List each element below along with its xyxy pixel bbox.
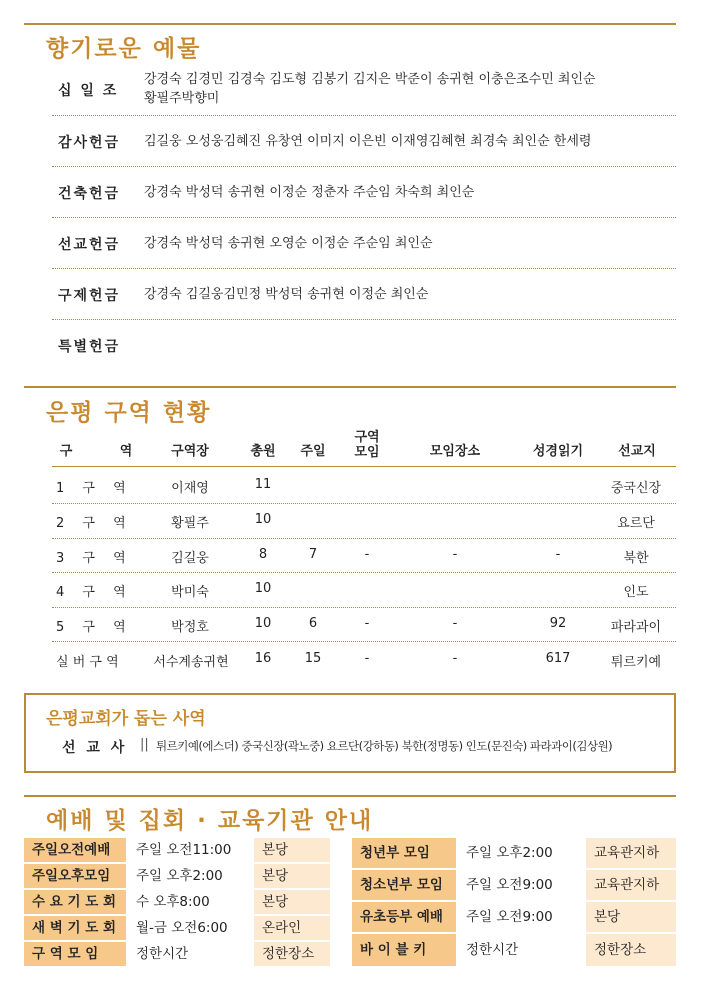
- offering-names: 강경숙 김길웅김민정 박성덕 송귀현 이정순 최인순: [144, 287, 429, 302]
- zone-place: -: [452, 616, 458, 631]
- zone-total: 10: [254, 616, 272, 631]
- offering-names: 김길웅 오성웅김혜진 유창연 이미지 이은빈 이재영김혜현 최경숙 최인순 한세령: [144, 134, 592, 149]
- offering-label: 감사헌금: [58, 135, 121, 151]
- schedule-name: 청년부 모임: [352, 838, 456, 868]
- header-divider: [52, 466, 676, 467]
- zone-missionary: 파라과이: [610, 620, 662, 635]
- schedule-place: 온라인: [254, 916, 330, 940]
- schedule-place: 본당: [254, 838, 330, 862]
- zone-name: 5 구 역: [56, 620, 126, 635]
- schedule-name: 주일오후모임: [24, 864, 126, 888]
- offering-label: 선교헌금: [58, 237, 121, 253]
- zone-total: 11: [254, 477, 272, 492]
- schedule-place: 정한장소: [254, 942, 330, 966]
- offerings-title: 향기로운 예물: [46, 36, 202, 62]
- header-missionary: 선교지: [618, 444, 656, 459]
- zone-total: 10: [254, 581, 272, 596]
- zone-sunday: 6: [308, 616, 318, 631]
- header-meeting-line: 모임: [354, 445, 380, 460]
- header-leader: 구역장: [171, 444, 209, 459]
- zone-leader: 김길웅: [171, 551, 209, 566]
- divider: [52, 538, 676, 539]
- offering-names: 강경숙 박성덕 송귀현 이정순 정춘자 주순임 차숙희 최인순: [144, 185, 475, 200]
- mission-title: 은평교회가 돕는 사역: [46, 709, 206, 729]
- zone-leader: 서수계송귀현: [153, 655, 229, 670]
- schedule-time: 정한시간: [458, 934, 584, 966]
- schedule-place: 교육관지하: [586, 838, 676, 868]
- divider: [52, 572, 676, 573]
- zone-meeting: -: [364, 616, 370, 631]
- header-place: 모임장소: [429, 444, 481, 459]
- zone-name: 4 구 역: [56, 585, 126, 600]
- zone-total: 8: [258, 547, 268, 562]
- zone-name: 2 구 역: [56, 516, 126, 531]
- zone-meeting: -: [364, 651, 370, 666]
- zones-rule: [24, 386, 676, 388]
- zone-name: 3 구 역: [56, 551, 126, 566]
- schedule-time: 주일 오전9:00: [458, 870, 584, 900]
- offering-label: 특별헌금: [58, 339, 121, 355]
- zone-leader: 황필주: [171, 516, 209, 531]
- zone-missionary: 북한: [623, 551, 649, 566]
- zone-leader: 박미숙: [171, 585, 209, 600]
- schedule-time: 수 오후8:00: [128, 890, 254, 914]
- schedule-rule: [24, 795, 676, 797]
- offering-label: 구제헌금: [58, 288, 121, 304]
- zone-total: 16: [254, 651, 272, 666]
- header-total: 총원: [250, 444, 276, 459]
- offering-names-line: 강경숙 김경민 김경숙 김도형 김봉기 김지은 박준이 송귀현 이충은조수민 최인순: [144, 72, 596, 87]
- schedule-name: 유초등부 예배: [352, 902, 456, 932]
- zone-missionary: 튀르키예: [610, 655, 662, 670]
- schedule-time: 주일 오후2:00: [128, 864, 254, 888]
- schedule-name: 수 요 기 도 회: [24, 890, 126, 914]
- zone-bible: 92: [549, 616, 567, 631]
- zone-missionary: 요르단: [617, 516, 655, 531]
- offering-names: [144, 70, 664, 108]
- schedule-place: 교육관지하: [586, 870, 676, 900]
- mission-label: 선 교 사: [62, 740, 128, 756]
- zones-title: 은평 구역 현황: [46, 400, 212, 426]
- schedule-name: 새 벽 기 도 회: [24, 916, 126, 940]
- header-zone-b: 역: [119, 444, 133, 459]
- zone-place: -: [452, 547, 458, 562]
- top-rule: [24, 23, 676, 25]
- zone-leader: 이재영: [171, 481, 209, 496]
- schedule-place: 본당: [254, 890, 330, 914]
- zone-bible: 617: [545, 651, 571, 666]
- offering-label: 십 일 조: [58, 83, 119, 99]
- zone-meeting: -: [364, 547, 370, 562]
- schedule-name: 구 역 모 임: [24, 942, 126, 966]
- divider: [52, 268, 676, 269]
- schedule-name: 바 이 블 키: [352, 934, 456, 966]
- schedule-place: 본당: [586, 902, 676, 932]
- header-meeting: [342, 430, 392, 460]
- zone-missionary: 인도: [623, 585, 649, 600]
- schedule-time: 주일 오전11:00: [128, 838, 254, 862]
- schedule-place: 본당: [254, 864, 330, 888]
- divider: [52, 641, 676, 642]
- schedule-place: 정한장소: [586, 934, 676, 966]
- zone-leader: 박정호: [171, 620, 209, 635]
- schedule-time: 정한시간: [128, 942, 254, 966]
- schedule-title: 예배 및 집회 · 교육기관 안내: [46, 808, 374, 834]
- schedule-name: 주일오전예배: [24, 838, 126, 862]
- header-zone-a: 구: [59, 444, 73, 459]
- divider: [52, 503, 676, 504]
- divider: [52, 166, 676, 167]
- offering-label: 건축헌금: [58, 186, 121, 202]
- zone-sunday: 7: [308, 547, 318, 562]
- zone-bible: -: [555, 547, 561, 562]
- divider: [52, 115, 676, 116]
- mission-separator: ||: [140, 737, 149, 752]
- zone-missionary: 중국신장: [610, 481, 662, 496]
- offering-names-line: 황필주박향미: [144, 91, 220, 106]
- zone-total: 10: [254, 512, 272, 527]
- schedule-time: 주일 오후2:00: [458, 838, 584, 868]
- schedule-name: 청소년부 모임: [352, 870, 456, 900]
- header-meeting-line: 구역: [354, 430, 380, 445]
- zone-sunday: 15: [304, 651, 322, 666]
- zone-name: 실 버 구 역: [56, 655, 119, 670]
- schedule-time: 월-금 오전6:00: [128, 916, 254, 940]
- header-sunday: 주일: [300, 444, 326, 459]
- schedule-time: 주일 오전9:00: [458, 902, 584, 932]
- header-bible: 성경읽기: [532, 444, 584, 459]
- zone-name: 1 구 역: [56, 481, 126, 496]
- divider: [52, 607, 676, 608]
- divider: [52, 319, 676, 320]
- offering-names: 강경숙 박성덕 송귀현 오영순 이정순 주순임 최인순: [144, 236, 433, 251]
- mission-text: 튀르키예(에스더) 중국신장(곽노중) 요르단(강하동) 북한(정명동) 인도(문진숙) 파라과이(김상원): [156, 739, 613, 753]
- divider: [52, 217, 676, 218]
- zone-place: -: [452, 651, 458, 666]
